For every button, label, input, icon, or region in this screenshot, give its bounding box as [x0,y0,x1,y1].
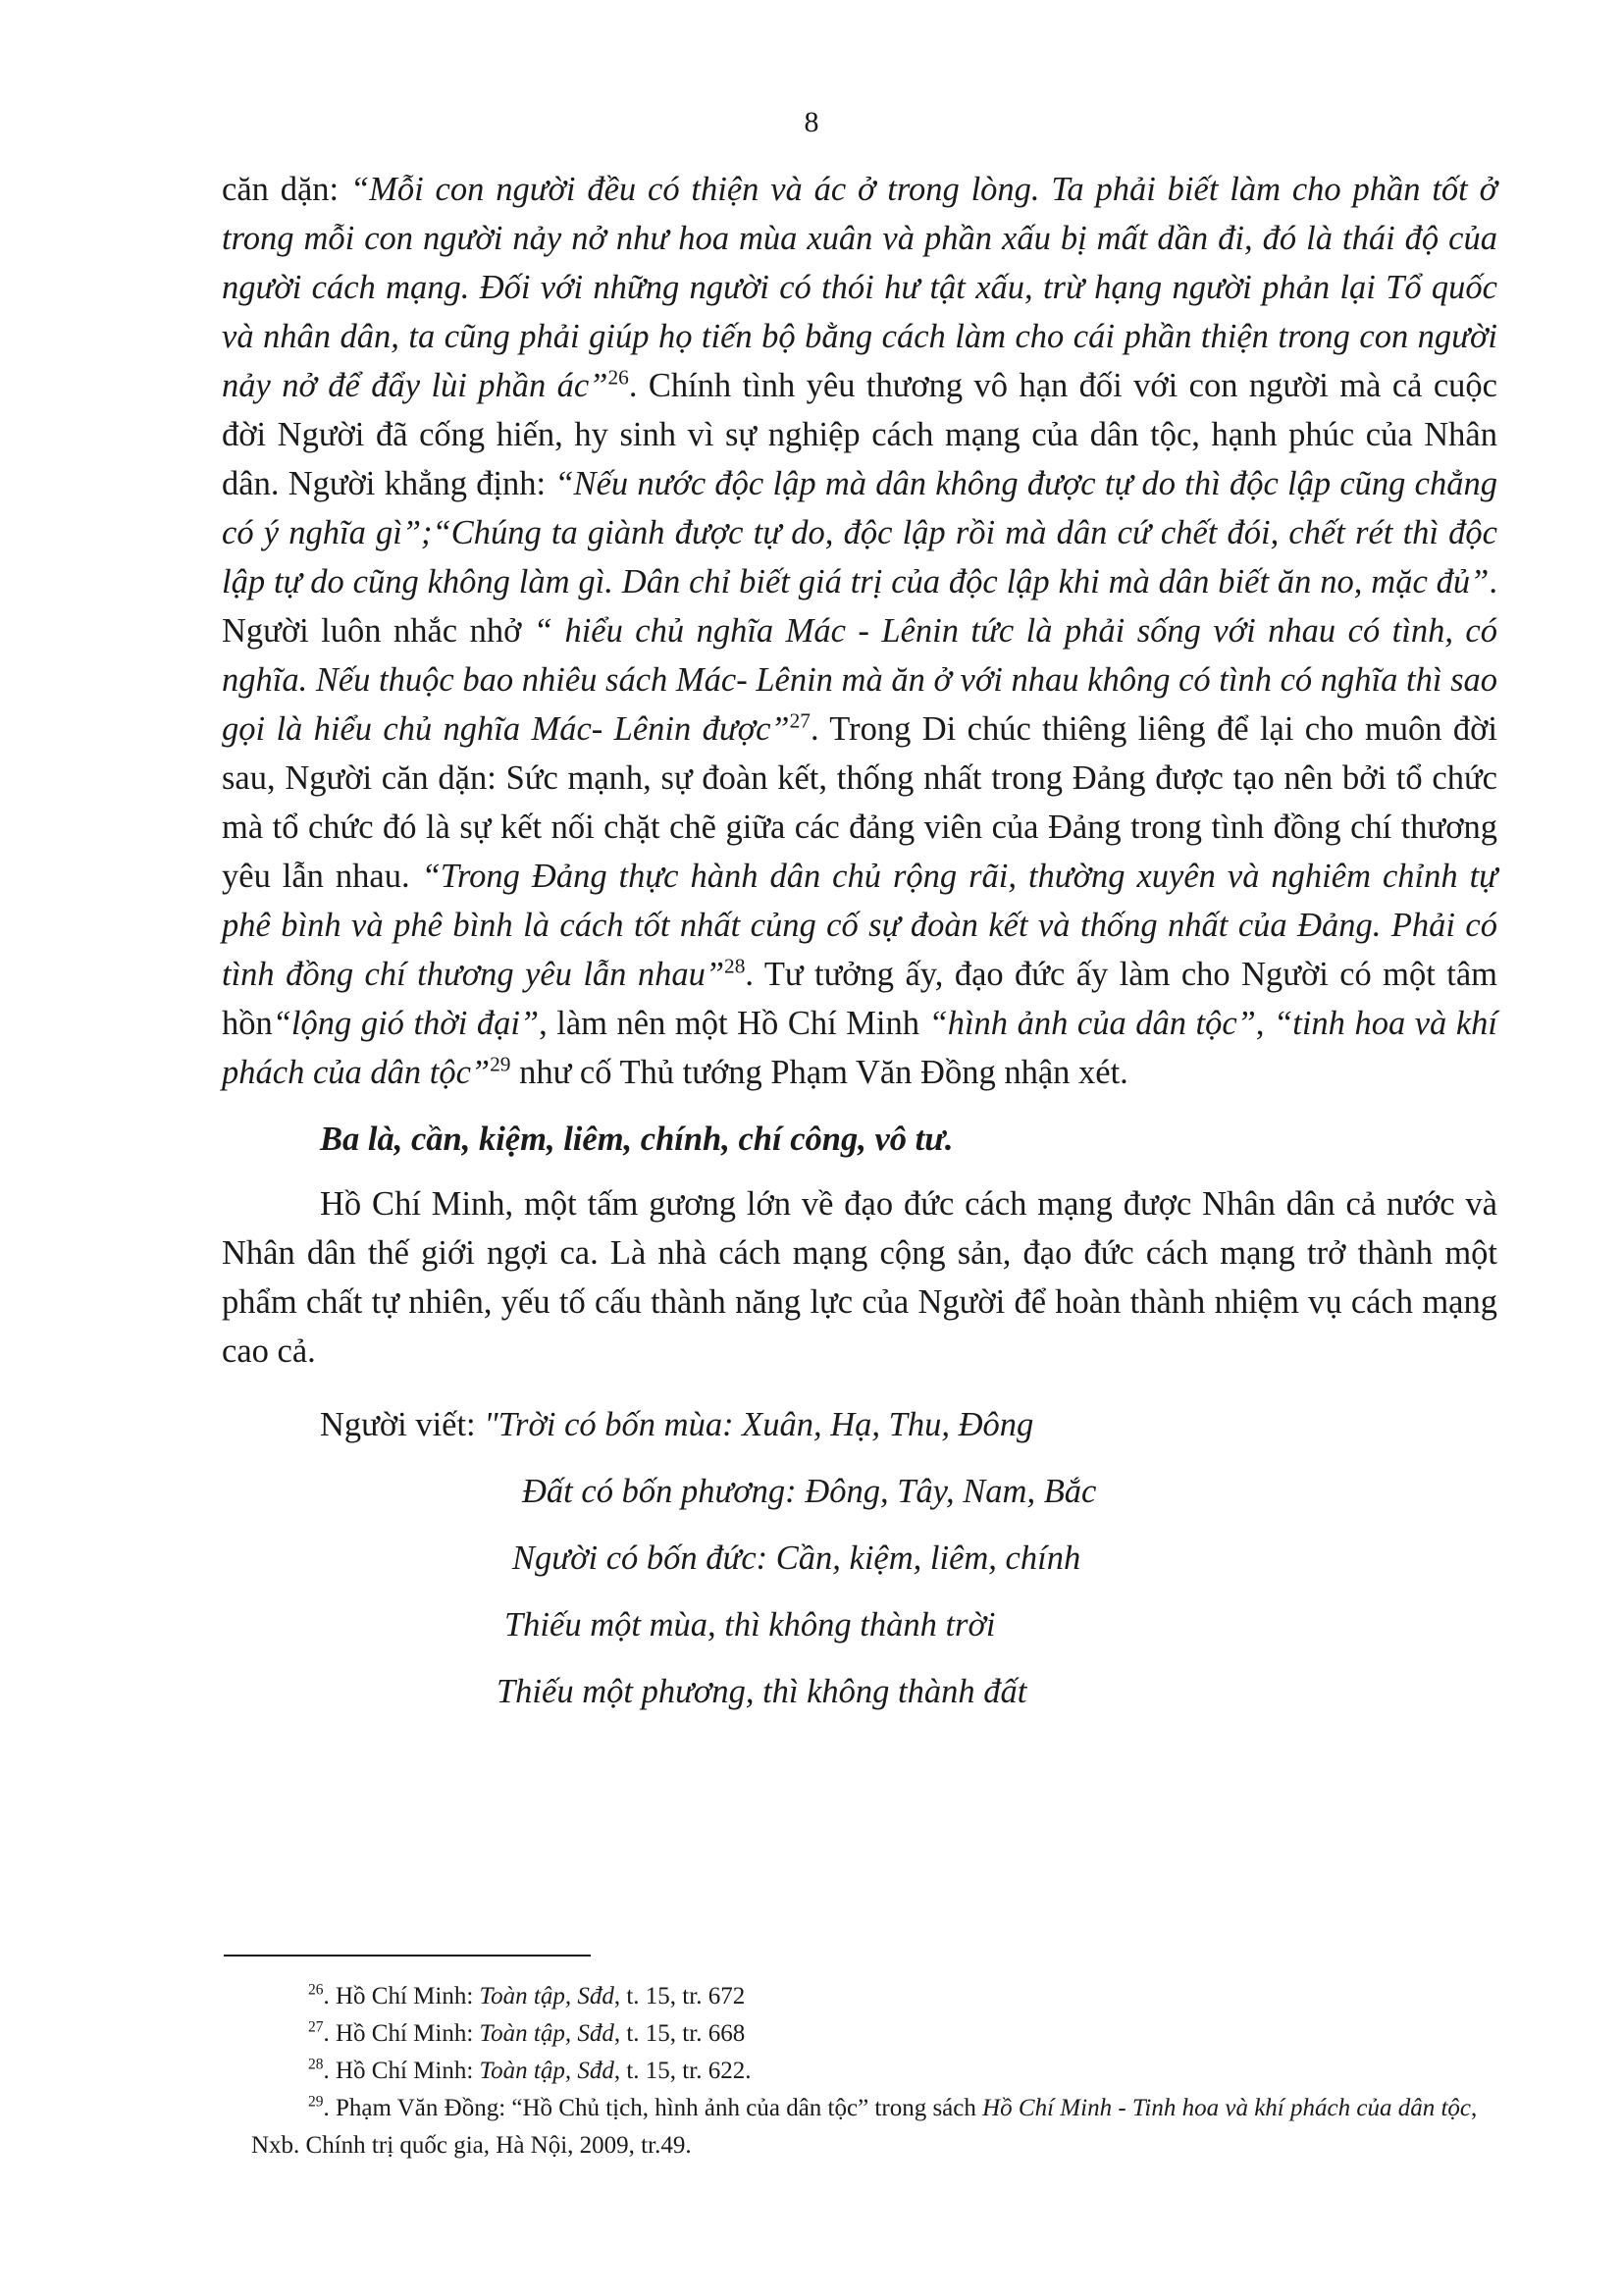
footnote-number: 26 [308,1981,324,1999]
footnote-text: . Hồ Chí Minh: [323,2020,480,2047]
quotation: “hình ảnh của dân tộc” [928,1005,1256,1042]
paragraph-continuation [222,165,1497,1097]
quotation: “lộng gió thời đại” [272,1005,540,1042]
text-run: như cố Thủ tướng Phạm Văn Đồng nhận xét. [510,1054,1128,1091]
footnote-title: Toàn tập, Sđd [479,1983,614,2009]
poem-line [222,1658,1497,1725]
footnote-title: Hồ Chí Minh - Tinh hoa và khí phách của dân tộc [982,2095,1471,2121]
text-run: . Người luôn nhắc nhở [222,563,1497,650]
footnote-number: 28 [308,2056,324,2073]
quotation: “ hiểu chủ nghĩa Mác - Lênin tức là phải sống với nhau có tình, có nghĩa. Nếu thuộc bao nhiêu sách Mác- Lênin mà ăn ở với nhau không có tình có nghĩa thì sao gọi là hiểu chủ nghĩa Mác- Lênin được” [222,612,1497,748]
poem-line [222,1458,1497,1525]
footnote-text: . Phạm Văn Đồng: “Hồ Chủ tịch, hình ảnh của dân tộc” trong sách [323,2095,983,2121]
footnote-ref: 28 [724,954,746,978]
footnote [224,2090,1499,2165]
footnote-ref: 26 [607,365,629,390]
text-run: . Tư tưởng ấy, đạo đức ấy làm cho Người có một tâm hồn [222,956,1497,1042]
poem-block [222,1391,1497,1725]
footnote [224,2053,1499,2090]
footnote-number: 27 [308,2018,324,2036]
text-run: . Chính tình yêu thương vô hạn đối với con người mà cả cuộc đời Người đã cống hiến, hy sinh vì sự nghiệp cách mạng của dân tộc, hạnh phúc của Nhân dân. Người khẳng định: [222,367,1497,502]
poem-line [222,1592,1497,1658]
poem-verse: Người có bốn đức: Cần, kiệm, liêm, chính [512,1539,1081,1577]
footnote-text: , t. 15, tr. 668 [613,2020,746,2047]
poem-line [222,1525,1497,1592]
text-run: , [1255,1005,1275,1042]
quotation: “Nếu nước độc lập mà dân không được tự do thì độc lập cũng chẳng có ý nghĩa gì”;“Chúng ta giành được tự do, độc lập rồi mà dân cứ chết đói, chết rét thì độc lập tự do cũng không làm gì. Dân chỉ biết giá trị của độc lập khi mà dân biết ăn no, mặc đủ” [222,465,1497,600]
footnote-text: , t. 15, tr. 672 [613,1983,746,2009]
footnote-text: , t. 15, tr. 622. [613,2058,752,2084]
text-run: căn dặn: [222,171,350,208]
page-number: 8 [804,106,819,138]
poem-line [222,1391,1497,1458]
quotation: “Trong Đảng thực hành dân chủ rộng rãi, thường xuyên và nghiêm chỉnh tự phê bình và phê bình là cách tốt nhất củng cố sự đoàn kết và thống nhất của Đảng. Phải có tình đồng chí thương yêu lẫn nhau” [222,858,1497,993]
text-run: , làm nên một Hồ Chí Minh [539,1005,929,1042]
poem-verse: "Trời có bốn mùa: Xuân, Hạ, Thu, Đông [484,1406,1034,1443]
footnote [224,2015,1499,2053]
footnote-ref: 27 [789,708,811,733]
footnote-ref: 29 [490,1052,511,1076]
section-heading: Ba là, cần, kiệm, liêm, chính, chí công, vô tư. [320,1121,954,1158]
poem-verse: Thiếu một mùa, thì không thành trời [504,1606,996,1644]
footnote-text: , Nxb. Chính trị quốc gia, Hà Nội, 2009, tr.49. [251,2095,1478,2159]
poem-verse: Đất có bốn phương: Đông, Tây, Nam, Bắc [522,1473,1097,1510]
footnote-number: 29 [308,2093,324,2111]
footnote-title: Toàn tập, Sđd [479,2020,614,2047]
text-run: . Trong Di chúc thiêng liêng để lại cho muôn đời sau, Người căn dặn: Sức mạnh, sự đoàn kết, thống nhất trong Đảng được tạo nên bởi tổ chức mà tổ chức đó là sự kết nối chặt chẽ giữa các đảng viên của Đảng trong tình đồng chí thương yêu lẫn nhau. [222,710,1497,895]
footnote-text: . Hồ Chí Minh: [323,1983,480,2009]
poem-intro: Người viết: [320,1406,485,1443]
body-text [222,165,1497,1725]
footnotes [224,1978,1499,2165]
paragraph: Hồ Chí Minh, một tấm gương lớn về đạo đức cách mạng được Nhân dân cả nước và Nhân dân thế giới ngợi ca. Là nhà cách mạng cộng sản, đạo đức cách mạng trở thành một phẩm chất tự nhiên, yếu tố cấu thành năng lực của Người để hoàn thành nhiệm vụ cách mạng cao cả. [222,1185,1497,1370]
footnote-text: . Hồ Chí Minh: [323,2058,480,2084]
footnote [224,1978,1499,2015]
quotation: “tinh hoa và khí phách của dân tộc” [222,1005,1497,1091]
footnote-separator [224,1955,591,1957]
quotation: “Mỗi con người đều có thiện và ác ở trong lòng. Ta phải biết làm cho phần tốt ở trong mỗi con người nảy nở như hoa mùa xuân và phần xấu bị mất dần đi, đó là thái độ của người cách mạng. Đối với những người có thói hư tật xấu, trừ hạng người phản lại Tổ quốc và nhân dân, ta cũng phải giúp họ tiến bộ bằng cách làm cho cái phần thiện trong con người nảy nở để đẩy lùi phần ác” [222,171,1497,404]
poem-verse: Thiếu một phương, thì không thành đất [497,1673,1027,1710]
footnote-title: Toàn tập, Sđd [479,2058,614,2084]
